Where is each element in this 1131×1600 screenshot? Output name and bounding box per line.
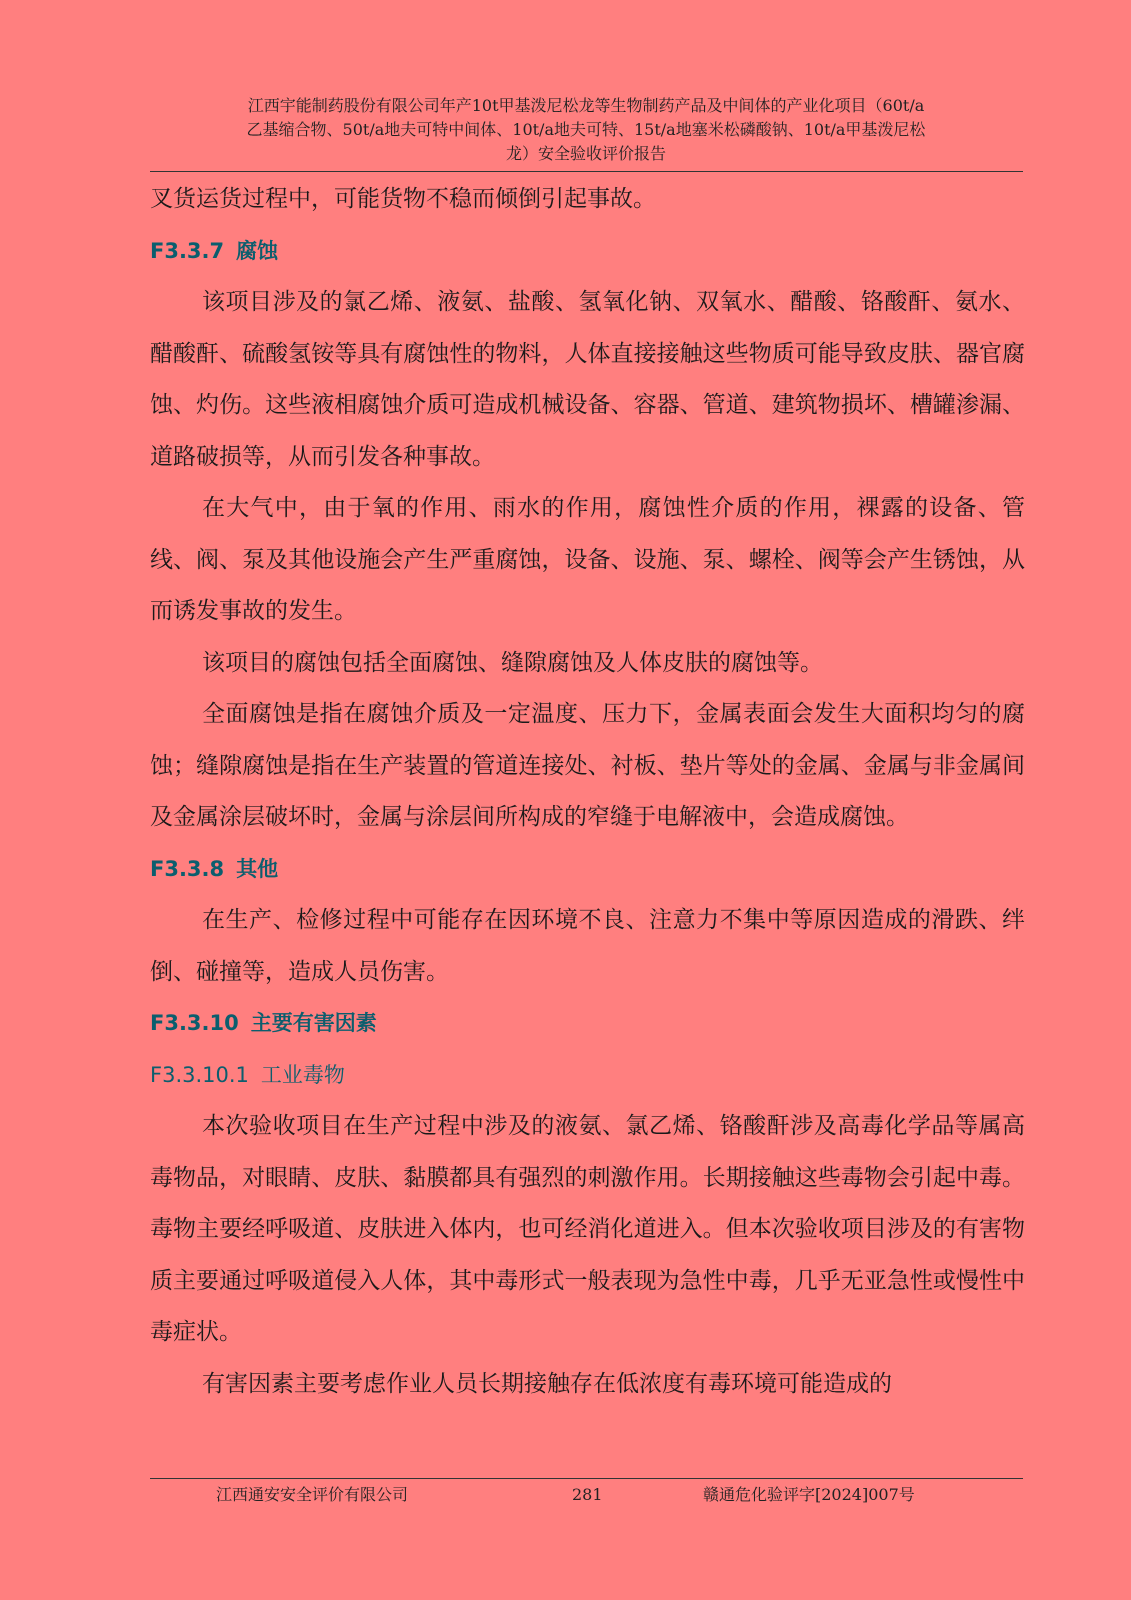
paragraph-long-term-exposure: 有害因素主要考虑作业人员长期接触存在低浓度有毒环境可能造成的 [202,1370,892,1397]
paragraph-corrosion-types: 该项目的腐蚀包括全面腐蚀、缝隙腐蚀及人体皮肤的腐蚀等。 [202,649,823,676]
paragraph-corrosive-materials: 该项目涉及的氯乙烯、液氨、盐酸、氢氧化钠、双氧水、醋酸、铬酸酐、氨水、醋酸酐、硫酸氢铵等具有腐蚀性的物料，人体直接接触这些物质可能导致皮肤、器官腐蚀、灼伤。这些液相腐蚀介质可造成机械设备、容器、管道、建筑物损坏、槽罐渗漏、道路破损等，从而引发各种事故。 [150,289,1025,470]
paragraph-corrosion-definitions: 全面腐蚀是指在腐蚀介质及一定温度、压力下，金属表面会发生大面积均匀的腐蚀；缝隙腐蚀是指在生产装置的管道连接处、衬板、垫片等处的金属、金属与非金属间及金属涂层破坏时，金属与涂层间所构成的窄缝于电解液中，会造成腐蚀。 [150,701,1025,830]
header-line-2: 乙基缩合物、50t/a地夫可特中间体、10t/a地夫可特、15t/a地塞米松磷酸钠、10t/a甲基泼尼松 [246,120,926,139]
document-body [150,174,1025,1410]
section-heading-harmful-factors [150,998,1025,1050]
section-title: 腐蚀 [236,238,279,263]
section-number: F3.3.10 [150,1011,239,1035]
section-heading-corrosion [150,226,1025,278]
section-number: F3.3.7 [150,238,225,263]
subsection-title: 工业毒物 [260,1062,345,1087]
header-divider [150,171,1023,172]
footer-company: 江西通安安全评价有限公司 [216,1485,409,1504]
section-heading-other [150,844,1025,896]
page-header [150,94,1022,166]
header-line-3: 龙）安全验收评价报告 [505,144,666,163]
paragraph-atmospheric-corrosion: 在大气中，由于氧的作用、雨水的作用，腐蚀性介质的作用，裸露的设备、管线、阀、泵及其他设施会产生严重腐蚀，设备、设施、泵、螺栓、阀等会产生锈蚀，从而诱发事故的发生。 [150,495,1025,624]
paragraph-other-hazards: 在生产、检修过程中可能存在因环境不良、注意力不集中等原因造成的滑跌、绊倒、碰撞等，造成人员伤害。 [150,907,1025,985]
page-number: 281 [572,1485,603,1504]
paragraph-toxic-substances: 本次验收项目在生产过程中涉及的液氨、氯乙烯、铬酸酐涉及高毒化学品等属高毒物品，对眼睛、皮肤、黏膜都具有强烈的刺激作用。长期接触这些毒物会引起中毒。毒物主要经呼吸道、皮肤进入体内，也可经消化道进入。但本次验收项目涉及的有害物质主要通过呼吸道侵入人体，其中毒形式一般表现为急性中毒，几乎无亚急性或慢性中毒症状。 [150,1113,1025,1345]
section-title: 主要有害因素 [250,1011,377,1035]
subsection-number: F3.3.10.1 [150,1062,249,1087]
footer-divider [150,1478,1023,1479]
subsection-heading-industrial-toxins [150,1050,1025,1102]
page-footer [150,1482,1023,1508]
paragraph-continuation: 叉货运货过程中，可能货物不稳而倾倒引起事故。 [150,186,656,212]
section-number: F3.3.8 [150,856,225,881]
header-line-1: 江西宇能制药股份有限公司年产10t甲基泼尼松龙等生物制药产品及中间体的产业化项目（60t/a [247,96,925,115]
section-title: 其他 [236,856,279,881]
document-number: 赣通危化验评字[2024]007号 [703,1485,915,1504]
